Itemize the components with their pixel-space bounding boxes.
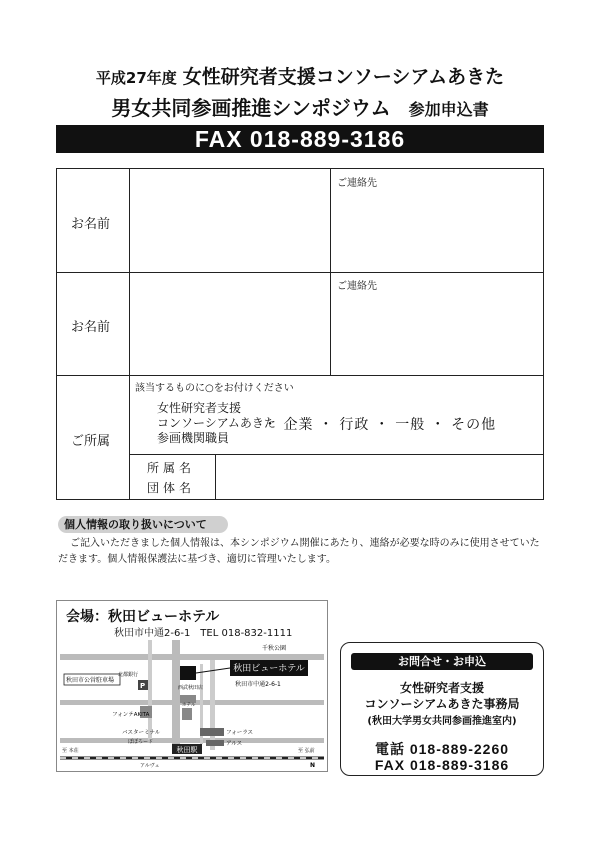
map-label-parking: 秋田市公営駐車場 (66, 677, 115, 684)
map-road (172, 640, 180, 750)
map-label-p: P (140, 682, 146, 690)
map-label-station: 秋田駅 (176, 746, 198, 754)
affiliation-instruction: 該当するものに○をお付けください (135, 383, 294, 394)
map-label-busterminal: バスターミナル (122, 730, 161, 736)
row-divider (129, 454, 543, 455)
map-label-hotel-short: ホテル (182, 703, 196, 708)
form-label: 参加申込書 (408, 100, 489, 119)
year-label: 平成27年度 (95, 69, 177, 87)
map-label-fonte: フォンテAKITA (112, 712, 150, 718)
contact-field-2[interactable] (332, 290, 541, 373)
symposium-title: 男女共同参画推進シンポジウム (111, 96, 391, 120)
column-divider (215, 454, 216, 499)
name-label-1: お名前 (71, 217, 111, 232)
venue-map (60, 640, 324, 768)
dept-org-field[interactable] (217, 456, 541, 497)
map-label-right-road: 至 弘前 (298, 748, 315, 754)
fax-banner: FAX 018-889-3186 (56, 125, 544, 153)
map-label-kitaakita: 北都銀行 (118, 672, 139, 678)
map-road (148, 640, 152, 740)
name-label-2: お名前 (71, 320, 111, 335)
privacy-heading: 個人情報の取り扱いについて (58, 516, 228, 533)
map-label-left-road: 至 本荘 (62, 748, 79, 754)
name-field-1[interactable] (131, 171, 328, 270)
privacy-text: ご記入いただきました個人情報は、本シンポジウム開催にあたり、連絡が必要な時のみに使用させていただきます。個人情報保護法に基づき、適切に管理いたします。 (58, 538, 540, 565)
contact-label-1: ご連絡先 (337, 178, 377, 189)
contact-heading: お問合せ・お申込 (351, 653, 533, 670)
map-label-alve: アルヴェ (140, 763, 160, 768)
map-block (182, 708, 192, 720)
map-hotel-block (180, 666, 196, 680)
map-north-icon: N (310, 762, 316, 768)
map-road (210, 660, 215, 750)
map-road (60, 738, 324, 743)
contact-fax[interactable]: FAX 018-889-3186 (374, 757, 510, 773)
consortium-title: 女性研究者支援コンソーシアムあきた (182, 66, 505, 88)
title-line-2 (0, 92, 600, 121)
map-road (60, 654, 324, 660)
affiliation-other-options[interactable]: ・ 企業 ・ 行政 ・ 一般 ・ その他 (263, 417, 497, 433)
contact-box (340, 642, 544, 776)
dept-label: 所属名 (147, 461, 196, 475)
map-label-forus: フォーラス (226, 730, 254, 736)
map-block (200, 728, 224, 736)
consortium-member-option[interactable]: 女性研究者支援 コンソーシアムあきた 参画機関職員 (157, 401, 276, 445)
contact-org-line2: コンソーシアムあきた事務局 (364, 697, 520, 711)
title-line-1 (0, 62, 600, 89)
name-field-2[interactable] (131, 274, 328, 373)
map-label-hiromoji: ぽぽろード (128, 739, 154, 745)
map-label-nishibu: 西武秋田店 (178, 685, 204, 691)
venue-address: 秋田市中通2-6-1 TEL 018-832-1111 (114, 628, 293, 639)
affiliation-label: ご所属 (71, 434, 111, 449)
map-block (180, 695, 196, 703)
venue-title: 会場：秋田ビューホテル (66, 609, 220, 625)
column-divider (129, 169, 130, 499)
contact-label-2: ご連絡先 (337, 281, 377, 292)
contact-field-1[interactable] (332, 187, 541, 270)
map-block (206, 740, 224, 746)
map-label-park: 千秋公園 (261, 645, 287, 652)
map-label-hotel-address: 秋田市中通2-6-1 (235, 681, 281, 688)
contact-sub: (秋田大学男女共同参画推進室内) (367, 716, 517, 727)
contact-org-line1: 女性研究者支援 (399, 681, 484, 695)
application-form (56, 168, 544, 500)
map-label-hotel: 秋田ビューホテル (233, 664, 305, 674)
map-label-arus: アルス (226, 741, 243, 747)
contact-phone[interactable]: 電話 018-889-2260 (374, 741, 510, 757)
org-label: 団体名 (147, 481, 196, 495)
column-divider (330, 169, 331, 375)
